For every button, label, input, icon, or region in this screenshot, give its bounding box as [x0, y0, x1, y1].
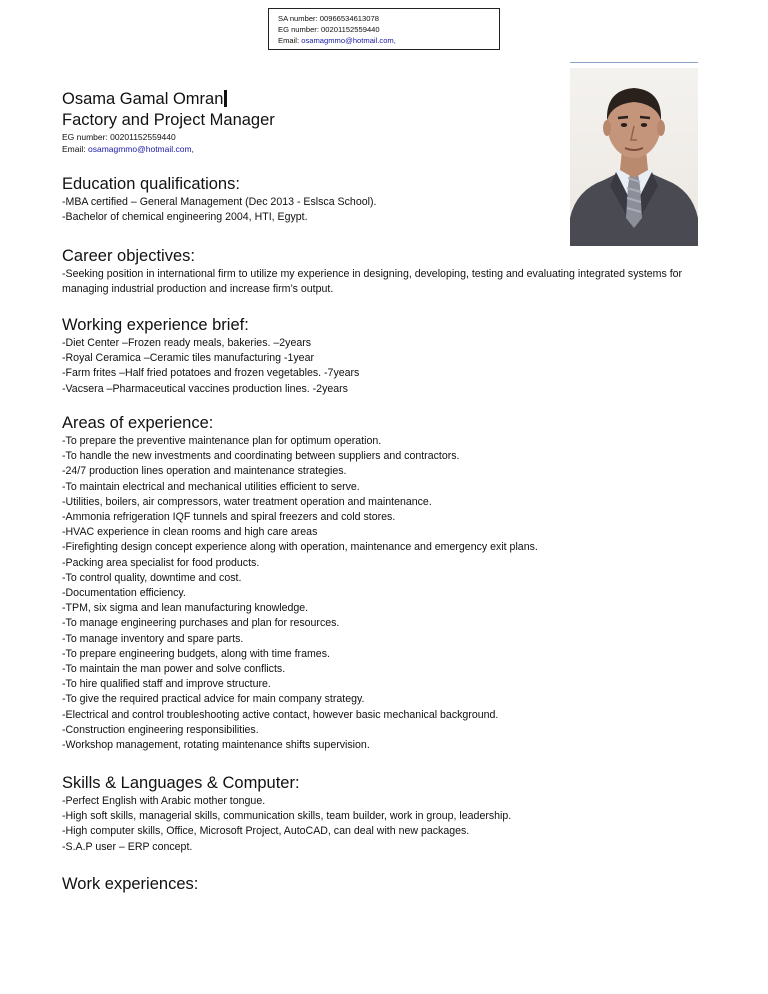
name-row — [62, 89, 275, 110]
eg-number: EG number: 00201152559440 — [278, 25, 380, 34]
list-item: -To manage inventory and spare parts. — [62, 632, 244, 645]
list-item: -High soft skills, managerial skills, communication skills, team builder, work in group, leadership. — [62, 810, 512, 823]
list-item: -To give the required practical advice for main company strategy. — [62, 693, 365, 706]
header-email-label: Email: — [62, 144, 88, 154]
header-email-row — [62, 143, 275, 155]
list-item: -To prepare engineering budgets, along with time frames. — [62, 647, 330, 660]
list-item: -Ammonia refrigeration IQF tunnels and spiral freezers and cold stores. — [62, 511, 396, 524]
list-item: -Utilities, boilers, air compressors, water treatment operation and maintenance. — [62, 495, 432, 508]
email-label: Email: — [278, 36, 302, 45]
skills-title: Skills & Languages & Computer: — [62, 774, 300, 792]
education-title: Education qualifications: — [62, 175, 240, 193]
list-item: -TPM, six sigma and lean manufacturing knowledge. — [62, 602, 309, 615]
list-item: -To maintain electrical and mechanical utilities efficient to serve. — [62, 480, 360, 493]
list-item: -To maintain the man power and solve conflicts. — [62, 663, 286, 676]
education-section — [62, 174, 702, 225]
list-item: -High computer skills, Office, Microsoft Project, AutoCAD, can deal with new packages. — [62, 825, 470, 838]
list-item: -Royal Ceramica –Ceramic tiles manufacturing -1year — [62, 352, 314, 365]
list-item: -To hire qualified staff and improve structure. — [62, 678, 271, 691]
list-item: -Workshop management, rotating maintenance shifts supervision. — [62, 739, 370, 752]
skills-section — [62, 773, 702, 855]
areas-section — [62, 413, 702, 753]
list-item: -Packing area specialist for food products. — [62, 556, 260, 569]
list-item: -Firefighting design concept experience along with operation, maintenance and emergency exit plans. — [62, 541, 538, 554]
list-item: -Vacsera –Pharmaceutical vaccines production lines. -2years — [62, 382, 348, 395]
experience-brief-section — [62, 315, 702, 397]
list-item: -Bachelor of chemical engineering 2004, HTI, Egypt. — [62, 211, 308, 224]
email-row — [278, 35, 499, 46]
career-title: Career objectives: — [62, 247, 195, 265]
areas-list — [62, 434, 702, 753]
header-eg-number: EG number: 00201152559440 — [62, 132, 176, 142]
list-item: -S.A.P user – ERP concept. — [62, 840, 193, 853]
list-item: -Electrical and control troubleshooting active contact, however basic mechanical background. — [62, 708, 499, 721]
text-cursor — [224, 90, 227, 107]
email-link[interactable]: osamagmmo@hotmail.com, — [301, 36, 396, 45]
list-item: -HVAC experience in clean rooms and high care areas — [62, 526, 318, 539]
experience-brief-list — [62, 336, 702, 397]
list-item: -To control quality, downtime and cost. — [62, 571, 242, 584]
list-item: -Farm frites –Half fried potatoes and frozen vegetables. -7years — [62, 367, 360, 380]
work-section — [62, 874, 702, 895]
header — [62, 89, 275, 155]
header-email-link[interactable]: osamagmmo@hotmail.com, — [87, 144, 194, 154]
list-item: -Diet Center –Frozen ready meals, bakeries. –2years — [62, 337, 312, 349]
list-item: -Perfect English with Arabic mother tongue. — [62, 795, 266, 807]
skills-list — [62, 794, 702, 855]
career-text: -Seeking position in international firm to utilize my experience in designing, developing, testing and evaluating integrated systems for managing industrial production and increase firm’s output. — [62, 268, 683, 296]
list-item: -To manage engineering purchases and plan for resources. — [62, 617, 340, 630]
education-list — [62, 195, 702, 225]
areas-title: Areas of experience: — [62, 414, 214, 432]
career-section — [62, 246, 702, 297]
contact-box — [268, 8, 500, 50]
job-title: Factory and Project Manager — [62, 111, 275, 129]
applicant-name: Osama Gamal Omran — [62, 90, 224, 108]
experience-brief-title: Working experience brief: — [62, 316, 249, 334]
sa-number: SA number: 00966534613078 — [278, 14, 379, 23]
work-title: Work experiences: — [62, 875, 199, 893]
list-item: -Construction engineering responsibilities. — [62, 723, 259, 736]
career-list — [62, 267, 702, 297]
list-item: -To prepare the preventive maintenance plan for optimum operation. — [62, 435, 382, 447]
list-item: -24/7 production lines operation and maintenance strategies. — [62, 465, 347, 478]
photo-divider — [570, 62, 698, 63]
list-item: -To handle the new investments and coordinating between suppliers and contractors. — [62, 450, 460, 463]
list-item: -MBA certified – General Management (Dec 2013 - Eslsca School). — [62, 196, 377, 208]
list-item: -Documentation efficiency. — [62, 587, 186, 600]
